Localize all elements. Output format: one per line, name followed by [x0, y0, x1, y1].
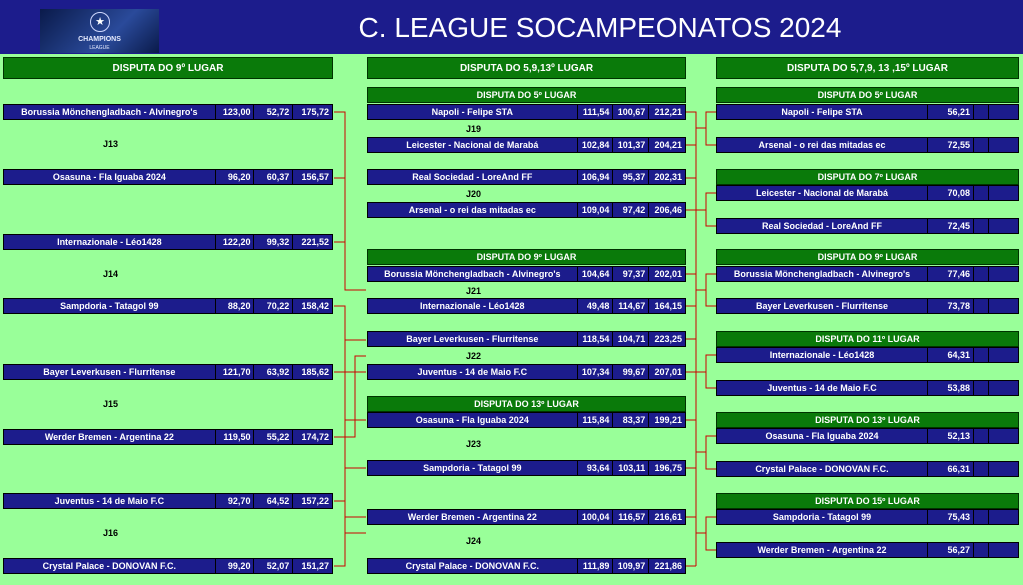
score-b: 70,22	[254, 299, 293, 313]
team-row[interactable]	[367, 298, 686, 314]
score-a: 56,27	[928, 543, 974, 557]
team-name: Bayer Leverkusen - Flurritense	[4, 365, 216, 379]
group-header: DISPUTA DO 9º LUGAR	[716, 249, 1019, 265]
group-header: DISPUTA DO 13º LUGAR	[367, 396, 686, 412]
team-name: Arsenal - o rei das mitadas ec	[717, 138, 928, 152]
match-label: J15	[103, 399, 119, 409]
score-a: 77,46	[928, 267, 974, 281]
match-label: J13	[103, 139, 119, 149]
score-total: 202,31	[654, 172, 682, 182]
team-row[interactable]	[716, 380, 1019, 396]
score-a: 104,64	[578, 267, 614, 281]
team-row[interactable]	[367, 331, 686, 347]
score-empty	[989, 186, 1018, 200]
title-bar	[0, 0, 1023, 54]
team-row[interactable]	[716, 185, 1019, 201]
score-total: 199,21	[654, 415, 682, 425]
group-header: DISPUTA DO 9º LUGAR	[367, 249, 686, 265]
team-row[interactable]	[3, 169, 333, 185]
score-empty	[974, 186, 989, 200]
match-label: J22	[466, 351, 482, 361]
score-total: 158,42	[301, 301, 330, 311]
score-total: 212,21	[654, 107, 682, 117]
score-a: 72,55	[928, 138, 974, 152]
team-name: Juventus - 14 de Maio F.C	[717, 381, 928, 395]
team-name: Werder Bremen - Argentina 22	[4, 430, 216, 444]
team-name: Borussia Mönchengladbach - Alvinegro's	[368, 267, 578, 281]
team-row[interactable]	[3, 429, 333, 445]
team-row[interactable]	[367, 558, 686, 574]
score-total: 157,22	[301, 496, 330, 506]
score-empty	[974, 219, 989, 233]
score-b: 64,52	[254, 494, 293, 508]
team-row[interactable]	[716, 461, 1019, 477]
score-a: 73,78	[928, 299, 974, 313]
score-empty	[989, 510, 1018, 524]
score-a: 102,84	[578, 138, 614, 152]
score-a: 72,45	[928, 219, 974, 233]
score-a: 93,64	[578, 461, 614, 475]
match-label: J21	[466, 286, 482, 296]
group-header: DISPUTA DO 7º LUGAR	[716, 169, 1019, 185]
score-a: 119,50	[216, 430, 255, 444]
score-b: 109,97	[613, 559, 649, 573]
score-empty	[974, 462, 989, 476]
score-a: 53,88	[928, 381, 974, 395]
team-name: Internazionale - Léo1428	[717, 348, 928, 362]
score-total: 207,01	[654, 367, 682, 377]
score-empty	[989, 105, 1018, 119]
team-name: Internazionale - Léo1428	[4, 235, 216, 249]
score-total: 196,75	[654, 463, 682, 473]
score-empty	[989, 462, 1018, 476]
score-b: 95,37	[613, 170, 649, 184]
score-total: 223,25	[654, 334, 682, 344]
score-a: 107,34	[578, 365, 614, 379]
team-row[interactable]	[367, 169, 686, 185]
score-a: 70,08	[928, 186, 974, 200]
team-name: Osasuna - Fla Iguaba 2024	[368, 413, 578, 427]
score-a: 111,89	[578, 559, 614, 573]
team-name: Juventus - 14 de Maio F.C	[4, 494, 216, 508]
team-row[interactable]	[367, 137, 686, 153]
team-name: Real Sociedad - LoreAnd FF	[368, 170, 578, 184]
score-empty	[974, 510, 989, 524]
group-header: DISPUTA DO 5º LUGAR	[367, 87, 686, 103]
team-row[interactable]	[367, 104, 686, 120]
match-label: J14	[103, 269, 119, 279]
team-row[interactable]	[367, 364, 686, 380]
score-a: 92,70	[216, 494, 255, 508]
team-row[interactable]	[367, 509, 686, 525]
score-a: 122,20	[216, 235, 255, 249]
group-header: DISPUTA DO 15º LUGAR	[716, 493, 1019, 509]
team-row[interactable]	[367, 412, 686, 428]
team-name: Leicester - Nacional de Marabá	[368, 138, 578, 152]
group-header: DISPUTA DO 5º LUGAR	[716, 87, 1019, 103]
group-header: DISPUTA DO 13º LUGAR	[716, 412, 1019, 428]
score-total: 175,72	[301, 107, 330, 117]
team-name: Werder Bremen - Argentina 22	[717, 543, 928, 557]
score-empty	[974, 381, 989, 395]
score-total: 221,86	[654, 561, 682, 571]
score-total: 206,46	[654, 205, 682, 215]
score-a: 88,20	[216, 299, 255, 313]
score-total: 156,57	[301, 172, 330, 182]
score-empty	[989, 219, 1018, 233]
score-a: 121,70	[216, 365, 255, 379]
column-header-9: DISPUTA DO 9º LUGAR	[3, 57, 333, 79]
score-empty	[989, 543, 1018, 557]
score-empty	[974, 543, 989, 557]
score-b: 52,07	[254, 559, 293, 573]
score-a: 75,43	[928, 510, 974, 524]
team-row[interactable]	[367, 266, 686, 282]
team-name: Borussia Mönchengladbach - Alvinegro's	[717, 267, 928, 281]
team-row[interactable]	[716, 137, 1019, 153]
score-b: 116,57	[613, 510, 649, 524]
score-a: 100,04	[578, 510, 614, 524]
team-row[interactable]	[716, 218, 1019, 234]
column-header-5-9-13: DISPUTA DO 5,9,13º LUGAR	[367, 57, 686, 79]
team-name: Napoli - Felipe STA	[717, 105, 928, 119]
score-total: 185,62	[301, 367, 330, 377]
score-a: 66,31	[928, 462, 974, 476]
score-b: 99,67	[613, 365, 649, 379]
score-total: 174,72	[301, 432, 330, 442]
team-name: Crystal Palace - DONOVAN F.C.	[368, 559, 578, 573]
team-name: Borussia Mönchengladbach - Alvinegro's	[4, 105, 216, 119]
match-label: J23	[466, 439, 482, 449]
team-row[interactable]	[367, 202, 686, 218]
score-b: 114,67	[613, 299, 649, 313]
score-b: 97,37	[613, 267, 649, 281]
team-row[interactable]	[3, 558, 333, 574]
score-total: 164,15	[654, 301, 682, 311]
score-a: 49,48	[578, 299, 614, 313]
score-empty	[974, 105, 989, 119]
score-a: 115,84	[578, 413, 614, 427]
group-header: DISPUTA DO 11º LUGAR	[716, 331, 1019, 347]
score-b: 101,37	[613, 138, 649, 152]
team-row[interactable]	[716, 428, 1019, 444]
score-b: 55,22	[254, 430, 293, 444]
score-a: 118,54	[578, 332, 614, 346]
team-name: Napoli - Felipe STA	[368, 105, 578, 119]
team-row[interactable]	[716, 104, 1019, 120]
team-name: Leicester - Nacional de Marabá	[717, 186, 928, 200]
score-a: 96,20	[216, 170, 255, 184]
score-b: 104,71	[613, 332, 649, 346]
score-b: 103,11	[613, 461, 649, 475]
score-a: 109,04	[578, 203, 614, 217]
score-empty	[989, 429, 1018, 443]
score-b: 83,37	[613, 413, 649, 427]
team-name: Internazionale - Léo1428	[368, 299, 578, 313]
team-name: Real Sociedad - LoreAnd FF	[717, 219, 928, 233]
score-a: 106,94	[578, 170, 614, 184]
score-empty	[989, 138, 1018, 152]
team-name: Juventus - 14 de Maio F.C	[368, 365, 578, 379]
team-row[interactable]	[3, 493, 333, 509]
score-empty	[989, 348, 1018, 362]
score-b: 100,67	[613, 105, 649, 119]
team-name: Arsenal - o rei das mitadas ec	[368, 203, 578, 217]
team-row[interactable]	[716, 298, 1019, 314]
score-total: 221,52	[301, 237, 330, 247]
team-row[interactable]	[3, 298, 333, 314]
score-total: 216,61	[654, 512, 682, 522]
team-name: Sampdoria - Tatagol 99	[368, 461, 578, 475]
team-name: Bayer Leverkusen - Flurritense	[717, 299, 928, 313]
match-label: J24	[466, 536, 482, 546]
team-name: Bayer Leverkusen - Flurritense	[368, 332, 578, 346]
column-header-5-7-9-13-15: DISPUTA DO 5,7,9, 13 ,15º LUGAR	[716, 57, 1019, 79]
score-total: 204,21	[654, 140, 682, 150]
score-a: 56,21	[928, 105, 974, 119]
score-a: 99,20	[216, 559, 255, 573]
logo-text-line1: CHAMPIONS	[78, 36, 121, 43]
score-empty	[989, 381, 1018, 395]
match-label: J19	[466, 124, 482, 134]
team-row[interactable]	[716, 266, 1019, 282]
score-a: 123,00	[216, 105, 255, 119]
team-name: Crystal Palace - DONOVAN F.C.	[717, 462, 928, 476]
score-b: 99,32	[254, 235, 293, 249]
champions-league-logo	[40, 9, 159, 53]
team-row[interactable]	[3, 104, 333, 120]
match-label: J16	[103, 528, 119, 538]
team-row[interactable]	[716, 347, 1019, 363]
score-b: 63,92	[254, 365, 293, 379]
score-total: 202,01	[654, 269, 682, 279]
team-name: Osasuna - Fla Iguaba 2024	[4, 170, 216, 184]
score-a: 111,54	[578, 105, 614, 119]
score-total: 151,27	[301, 561, 330, 571]
team-row[interactable]	[367, 460, 686, 476]
score-empty	[974, 348, 989, 362]
score-empty	[989, 267, 1018, 281]
team-row[interactable]	[3, 234, 333, 250]
page-title: C. LEAGUE SOCAMPEONATOS 2024	[358, 12, 842, 43]
score-b: 60,37	[254, 170, 293, 184]
score-empty	[989, 299, 1018, 313]
score-a: 52,13	[928, 429, 974, 443]
logo-text-line2: LEAGUE	[89, 45, 110, 51]
team-name: Sampdoria - Tatagol 99	[4, 299, 216, 313]
champions-ball-icon: ★	[90, 12, 110, 32]
score-empty	[974, 429, 989, 443]
score-empty	[974, 138, 989, 152]
team-row[interactable]	[716, 509, 1019, 525]
score-b: 97,42	[613, 203, 649, 217]
team-name: Crystal Palace - DONOVAN F.C.	[4, 559, 216, 573]
team-row[interactable]	[716, 542, 1019, 558]
team-name: Osasuna - Fla Iguaba 2024	[717, 429, 928, 443]
team-name: Sampdoria - Tatagol 99	[717, 510, 928, 524]
team-name: Werder Bremen - Argentina 22	[368, 510, 578, 524]
score-a: 64,31	[928, 348, 974, 362]
score-empty	[974, 267, 989, 281]
match-label: J20	[466, 189, 482, 199]
score-b: 52,72	[254, 105, 293, 119]
team-row[interactable]	[3, 364, 333, 380]
score-empty	[974, 299, 989, 313]
